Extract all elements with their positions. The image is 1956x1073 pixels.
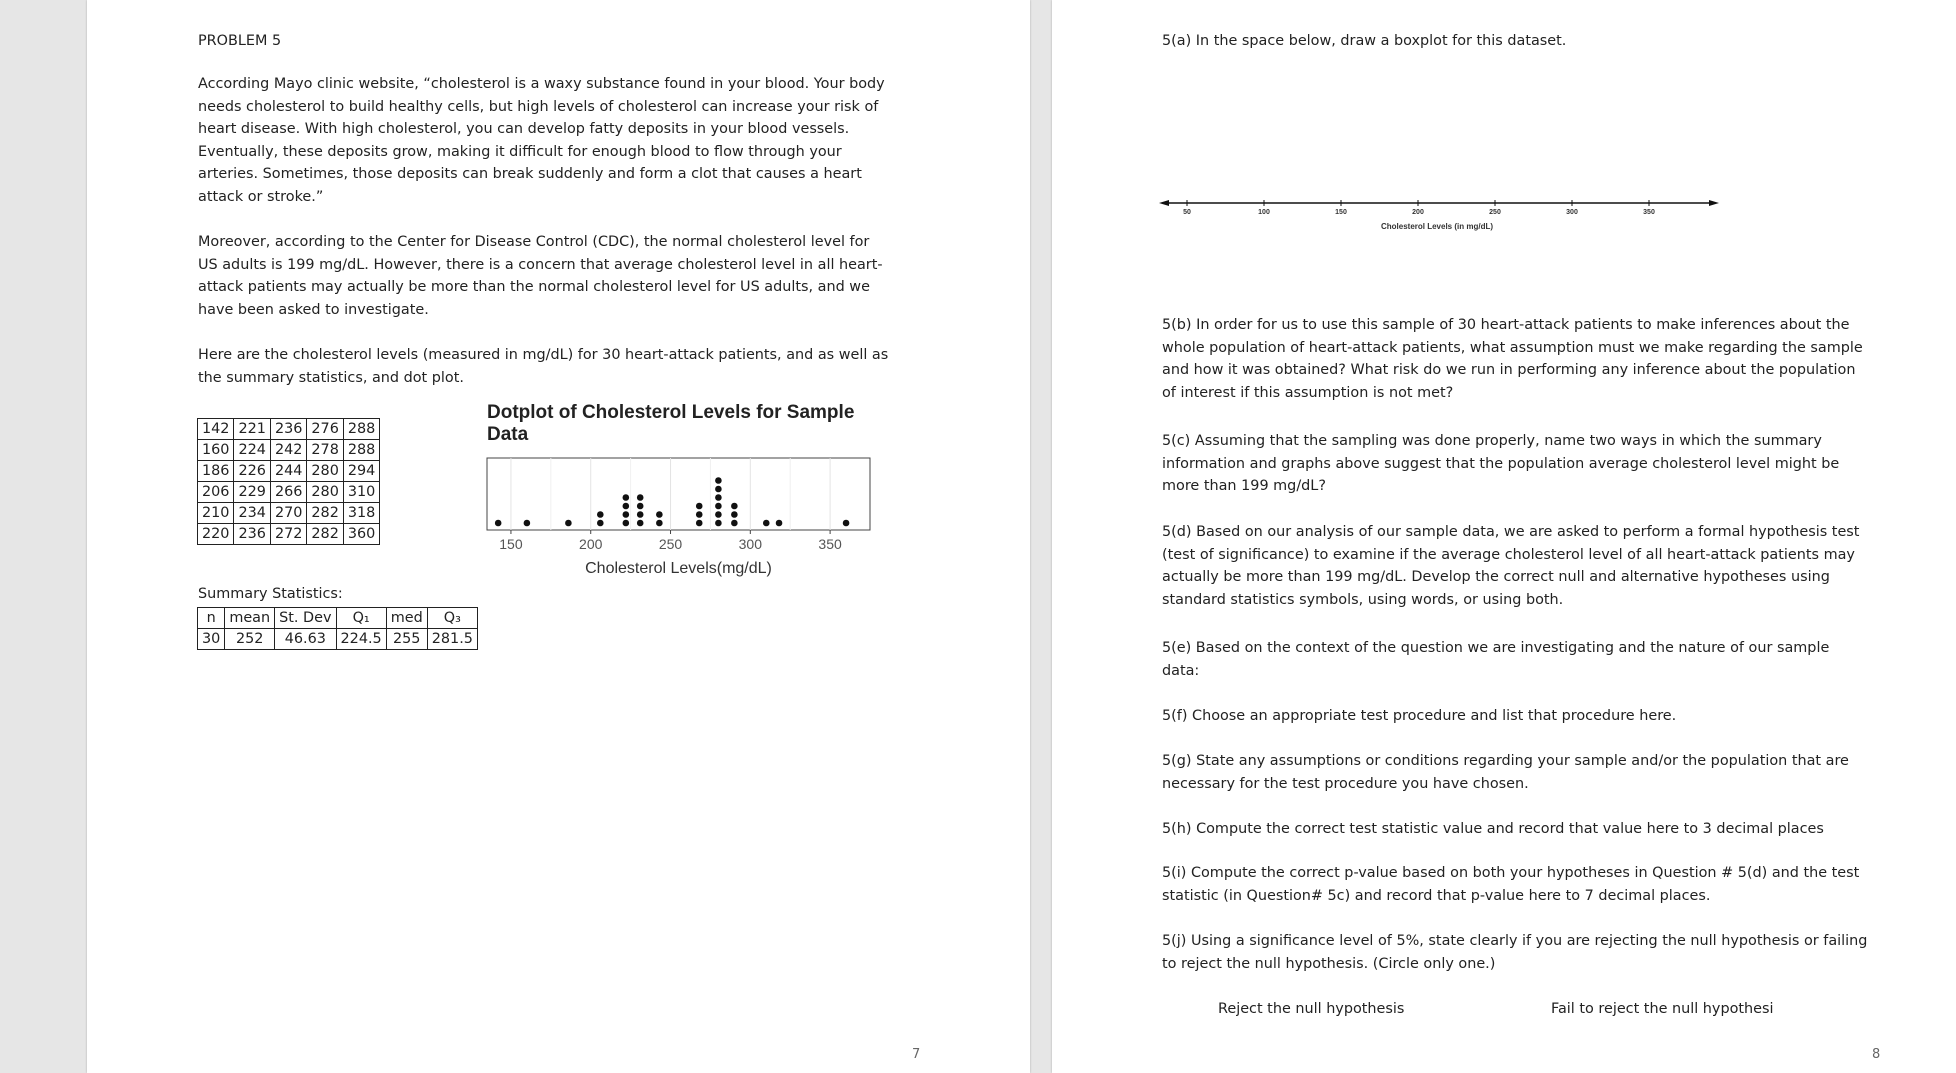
x-tick-label: 150	[499, 536, 523, 552]
text-line: According Mayo clinic website, “cholesterol is a waxy substance found in your blood. Your body	[198, 76, 885, 92]
x-axis-label: Cholesterol Levels(mg/dL)	[585, 560, 772, 577]
table-cell: 242	[270, 440, 306, 461]
table-cell: 220	[198, 524, 234, 545]
table-cell: 236	[270, 419, 306, 440]
arrow-right-icon	[1709, 200, 1719, 206]
text-line: the summary statistics, and dot plot.	[198, 369, 464, 386]
question-5e	[1162, 637, 1829, 682]
data-point	[597, 511, 604, 518]
page-number: 7	[912, 1047, 921, 1062]
table-cell: 224	[234, 440, 270, 461]
table-cell: 278	[307, 440, 343, 461]
table-cell: 234	[234, 503, 270, 524]
cdc-paragraph	[198, 231, 883, 321]
table-cell: 280	[307, 482, 343, 503]
summary-header-cell: Q₃	[427, 608, 477, 629]
x-tick-label: 250	[658, 536, 683, 552]
text-line: Here are the cholesterol levels (measured in mg/dL) for 30 heart-attack patients, and as well as	[198, 347, 889, 363]
text-line: arteries. Sometimes, those deposits can break suddenly and form a clot that causes a heart	[198, 166, 862, 183]
table-cell: 272	[270, 524, 306, 545]
page-number: 8	[1872, 1047, 1881, 1062]
axis-tick-label: 50	[1183, 209, 1191, 216]
page-8	[1052, 0, 1956, 1073]
option-fail-to-reject-null[interactable]: Fail to reject the null hypothesi	[1551, 1001, 1774, 1017]
axis-tick-label: 200	[1412, 209, 1424, 216]
data-point	[715, 486, 722, 493]
table-cell: 310	[343, 482, 379, 503]
summary-label: Summary Statistics:	[198, 586, 343, 602]
text-line: standard statistics symbols, using words, or using both.	[1162, 591, 1564, 608]
text-line: heart disease. With high cholesterol, you can develop fatty deposits in your blood vessels.	[198, 121, 850, 138]
data-point	[623, 511, 630, 518]
text-line: US adults is 199 mg/dL. However, there is a concern that average cholesterol level in all heart-	[198, 256, 883, 273]
table-row	[198, 461, 380, 482]
text-line: (test of significance) to examine if the average cholesterol level of all heart-attack patients may	[1162, 546, 1855, 563]
x-tick-label: 200	[579, 536, 603, 552]
text-line: 5(g) State any assumptions or conditions regarding your sample and/or the population that are	[1162, 753, 1849, 769]
table-cell: 142	[198, 419, 234, 440]
data-intro-paragraph	[198, 344, 888, 389]
data-point	[623, 503, 630, 510]
axis-tick-label: 350	[1643, 209, 1655, 216]
cholesterol-data-table	[197, 418, 380, 545]
table-cell: 226	[234, 461, 270, 482]
data-point	[495, 520, 502, 527]
table-cell: 282	[307, 503, 343, 524]
table-cell: 221	[234, 419, 270, 440]
table-row	[198, 440, 380, 461]
text-line: 5(c) Assuming that the sampling was done properly, name two ways in which the summary	[1162, 433, 1822, 449]
table-cell: 318	[343, 503, 379, 524]
text-line: needs cholesterol to build healthy cells, but high levels of cholesterol can increase your risk of	[198, 98, 879, 115]
data-point	[776, 520, 783, 527]
text-line: whole population of heart-attack patients, what assumption must we make regarding the sample	[1162, 339, 1863, 356]
summary-header-row	[198, 608, 478, 629]
table-cell: 360	[343, 524, 379, 545]
data-point	[623, 520, 630, 527]
summary-header-cell: n	[198, 608, 225, 629]
text-line: 5(j) Using a significance level of 5%, state clearly if you are rejecting the null hypothesis or failing	[1162, 933, 1868, 949]
text-line: of interest if this assumption is not met?	[1162, 384, 1454, 401]
table-cell: 294	[343, 461, 379, 482]
option-reject-null[interactable]: Reject the null hypothesis	[1218, 1001, 1405, 1017]
chart-title: Data	[487, 424, 529, 445]
text-line: statistic (in Question# 5c) and record that p-value here to 7 decimal places.	[1162, 887, 1711, 904]
table-cell: 206	[198, 482, 234, 503]
data-point	[731, 520, 738, 527]
table-cell: 229	[234, 482, 270, 503]
text-line: 5(d) Based on our analysis of our sample data, we are asked to perform a formal hypothesis test	[1162, 524, 1860, 540]
summary-value-cell: 281.5	[427, 629, 477, 650]
table-cell: 160	[198, 440, 234, 461]
summary-value-cell: 30	[198, 629, 225, 650]
chart-title: Dotplot of Cholesterol Levels for Sample	[487, 402, 855, 423]
text-line: to reject the null hypothesis. (Circle only one.)	[1162, 955, 1496, 972]
text-line: attack or stroke.”	[198, 188, 324, 205]
axis-tick-label: 250	[1489, 209, 1501, 216]
summary-header-cell: med	[386, 608, 427, 629]
data-point	[637, 520, 644, 527]
question-5g	[1162, 750, 1849, 795]
data-point	[715, 511, 722, 518]
data-point	[637, 494, 644, 501]
text-line: 5(i) Compute the correct p-value based on both your hypotheses in Question # 5(d) and the test	[1162, 865, 1860, 881]
intro-paragraph	[198, 73, 885, 209]
summary-header-cell: St. Dev	[275, 608, 336, 629]
summary-value-row	[198, 629, 478, 650]
question-5c	[1162, 430, 1839, 498]
table-cell: 282	[307, 524, 343, 545]
text-line: have been asked to investigate.	[198, 301, 429, 318]
summary-header-cell: mean	[225, 608, 275, 629]
text-line: data:	[1162, 662, 1200, 679]
data-point	[565, 520, 572, 527]
axis-label: Cholesterol Levels (in mg/dL)	[1380, 222, 1494, 231]
x-tick-label: 350	[818, 536, 842, 552]
text-line: and how it was obtained? What risk do we run in performing any inference about the population	[1162, 362, 1856, 379]
table-row	[198, 482, 380, 503]
data-point	[715, 494, 722, 501]
table-cell: 244	[270, 461, 306, 482]
table-cell: 186	[198, 461, 234, 482]
data-point	[696, 503, 703, 510]
axis-tick-label: 100	[1258, 209, 1270, 216]
table-row	[198, 524, 380, 545]
axis-tick-label: 300	[1566, 209, 1578, 216]
table-cell: 270	[270, 503, 306, 524]
summary-header-cell: Q₁	[336, 608, 386, 629]
summary-statistics-table	[197, 607, 478, 650]
question-5d	[1162, 521, 1859, 611]
question-5a: 5(a) In the space below, draw a boxplot for this dataset.	[1162, 33, 1567, 49]
page-7	[87, 0, 1030, 1073]
text-line: more than 199 mg/dL?	[1162, 478, 1326, 495]
x-tick-label: 300	[738, 536, 762, 552]
text-line: information and graphs above suggest that the population average cholesterol level might be	[1162, 455, 1840, 472]
data-point	[637, 503, 644, 510]
axis-tick-label: 150	[1335, 209, 1347, 216]
data-point	[731, 511, 738, 518]
text-line: 5(e) Based on the context of the question we are investigating and the nature of our sample	[1162, 640, 1830, 656]
data-point	[731, 503, 738, 510]
data-point	[637, 511, 644, 518]
data-point	[597, 520, 604, 527]
data-point	[524, 520, 531, 527]
question-5f: 5(f) Choose an appropriate test procedure and list that procedure here.	[1162, 708, 1677, 724]
question-5j	[1162, 930, 1867, 975]
data-point	[656, 511, 663, 518]
text-line: Moreover, according to the Center for Disease Control (CDC), the normal cholesterol level for	[198, 234, 870, 250]
question-5h: 5(h) Compute the correct test statistic value and record that value here to 3 decimal places	[1162, 821, 1824, 837]
table-cell: 276	[307, 419, 343, 440]
table-cell: 280	[307, 461, 343, 482]
table-cell: 288	[343, 419, 379, 440]
data-point	[696, 520, 703, 527]
text-line: actually be more than 199 mg/dL. Develop the correct null and alternative hypotheses using	[1162, 569, 1830, 586]
data-point	[715, 477, 722, 484]
plot-area	[487, 458, 870, 530]
summary-value-cell: 252	[225, 629, 275, 650]
data-point	[656, 520, 663, 527]
data-point	[763, 520, 770, 527]
summary-value-cell: 255	[386, 629, 427, 650]
text-line: 5(b) In order for us to use this sample of 30 heart-attack patients to make inferences about the	[1162, 317, 1850, 333]
data-point	[715, 503, 722, 510]
question-5i	[1162, 862, 1859, 907]
table-cell: 210	[198, 503, 234, 524]
summary-value-cell: 224.5	[336, 629, 386, 650]
text-line: attack patients may actually be more than the normal cholesterol level for US adults, and we	[198, 279, 870, 296]
data-point	[843, 520, 850, 527]
problem-heading: PROBLEM 5	[198, 33, 282, 49]
table-row	[198, 503, 380, 524]
table-cell: 288	[343, 440, 379, 461]
data-point	[715, 520, 722, 527]
table-cell: 266	[270, 482, 306, 503]
table-cell: 236	[234, 524, 270, 545]
dotplot-chart	[482, 396, 882, 586]
arrow-left-icon	[1159, 200, 1169, 206]
summary-value-cell: 46.63	[275, 629, 336, 650]
data-point	[623, 494, 630, 501]
text-line: Eventually, these deposits grow, making it difficult for enough blood to flow through your	[198, 143, 842, 160]
table-row	[198, 419, 380, 440]
data-point	[696, 511, 703, 518]
question-5b	[1162, 314, 1863, 404]
boxplot-number-line	[1157, 190, 1727, 240]
text-line: necessary for the test procedure you have chosen.	[1162, 775, 1529, 792]
